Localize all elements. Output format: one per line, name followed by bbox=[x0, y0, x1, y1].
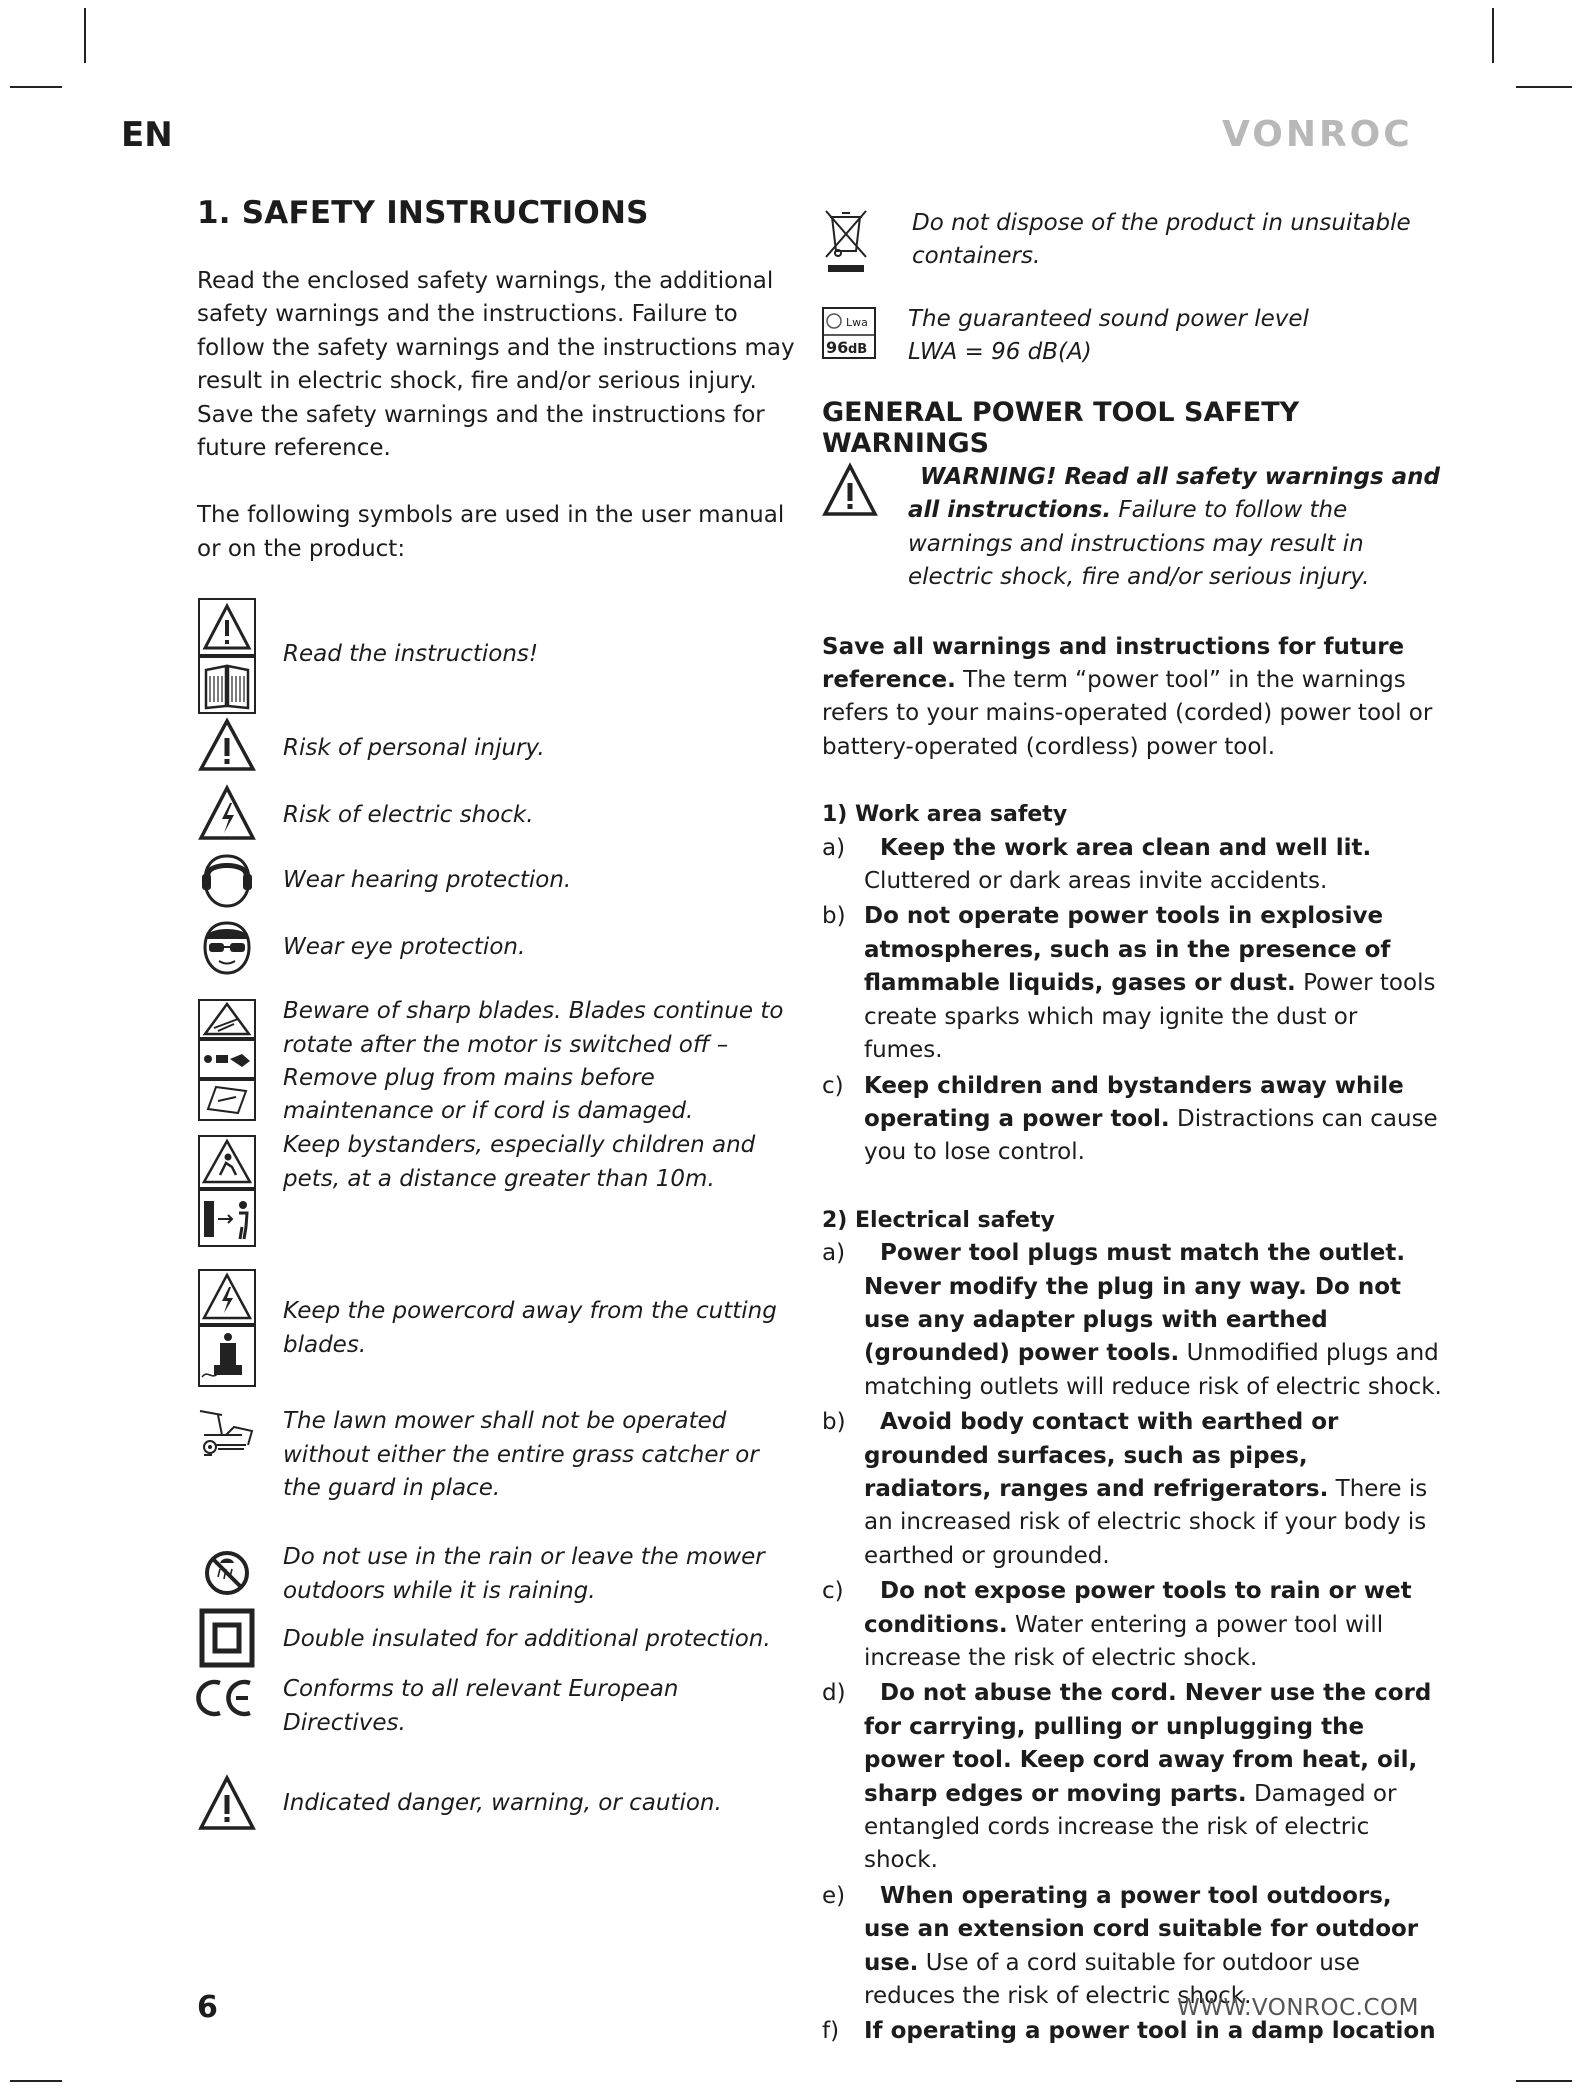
symbols-intro: The following symbols are used in the user manual or on the product: bbox=[197, 502, 785, 562]
sound-text bbox=[908, 303, 1309, 370]
svg-text:VONROC: VONROC bbox=[1222, 114, 1413, 155]
warning-triangle-icon bbox=[822, 461, 882, 523]
item-rest: Power tools create sparks which may ignite the dust or fumes. bbox=[864, 970, 1436, 1064]
item-rest: Unmodified plugs and matching outlets will reduce risk of electric shock. bbox=[864, 1340, 1442, 1400]
save-bold: Save all warnings and instructions for future reference. bbox=[822, 633, 1405, 694]
no-rain-icon bbox=[197, 1539, 257, 1597]
symbol-row bbox=[197, 1775, 797, 1843]
ear-protection-icon bbox=[197, 852, 257, 910]
item-label: a) bbox=[822, 834, 846, 861]
symbol-text: Beware of sharp blades. Blades continue to rotate after the motor is switched off – Remove plug from mains before maintenance or if cord is damaged. bbox=[283, 998, 784, 1125]
symbol-row bbox=[197, 1269, 797, 1405]
list-item bbox=[822, 1575, 1442, 1675]
svg-text:dB: dB bbox=[848, 342, 868, 357]
save-rest: The term “power tool” in the warnings refers to your mains-operated (corded) power tool or battery-operated (cordless) power tool. bbox=[822, 667, 1433, 760]
crop-mark bbox=[10, 86, 62, 88]
item-bold: If operating a power tool in a damp location bbox=[864, 2018, 1436, 2045]
symbol-text: Do not use in the rain or leave the mower outdoors while it is raining. bbox=[283, 1544, 765, 1604]
electrical-safety-heading: 2) Electrical safety bbox=[822, 1207, 1055, 1233]
symbol-text: Wear hearing protection. bbox=[283, 867, 572, 894]
item-label: c) bbox=[822, 1578, 844, 1605]
symbol-row bbox=[197, 1405, 797, 1539]
powercord-blades-icon bbox=[197, 1269, 257, 1387]
symbol-text: Double insulated for additional protection. bbox=[283, 1626, 771, 1653]
symbol-text: Indicated danger, warning, or caution. bbox=[283, 1790, 722, 1817]
symbol-text: Wear eye protection. bbox=[283, 934, 526, 961]
crop-mark bbox=[1492, 8, 1494, 63]
danger-triangle-icon bbox=[197, 1775, 257, 1831]
language-code: EN bbox=[121, 115, 173, 155]
sharp-blades-icon bbox=[197, 999, 257, 1121]
symbol-text: Keep the powercord away from the cutting blades. bbox=[283, 1298, 777, 1358]
item-bold: When operating a power tool outdoors, use an extension cord suitable for outdoor use. bbox=[864, 1882, 1419, 1976]
item-label: d) bbox=[822, 1680, 846, 1707]
eye-protection-icon bbox=[197, 919, 257, 977]
website-url[interactable]: WWW.VONROC.COM bbox=[1177, 1995, 1419, 2021]
symbol-row bbox=[197, 852, 797, 919]
svg-text:96: 96 bbox=[826, 338, 849, 357]
item-bold: Do not operate power tools in explosive atmospheres, such as in the presence of flammable liquids, gases or dust. bbox=[864, 903, 1391, 997]
right-column bbox=[822, 195, 1442, 2049]
sound-symbol-row bbox=[822, 307, 1442, 387]
item-bold: Avoid body contact with earthed or grounded surfaces, such as pipes, radiators, ranges and refrigerators. bbox=[864, 1409, 1339, 1502]
warning-triangle-icon bbox=[197, 718, 257, 772]
brand-logo bbox=[1222, 112, 1413, 155]
item-rest: Distractions can cause you to lose control. bbox=[864, 1105, 1438, 1166]
item-rest: Damaged or entangled cords increase the risk of electric shock. bbox=[864, 1780, 1397, 1874]
item-label: e) bbox=[822, 1882, 846, 1909]
list-item bbox=[822, 1677, 1442, 1877]
list-item bbox=[822, 1070, 1442, 1170]
item-bold: Keep children and bystanders away while operating a power tool. bbox=[864, 1072, 1404, 1132]
crop-mark bbox=[10, 2080, 62, 2082]
item-label: c) bbox=[822, 1072, 844, 1099]
item-rest: Use of a cord suitable for outdoor use reduces the risk of electric shock. bbox=[864, 1949, 1360, 2010]
intro-paragraph: Read the enclosed safety warnings, the additional safety warnings and the instructions. Failure to follow the safety warnings and the instructions may result in electric shock, fire and/or serious injury. Save the safety warnings and the instructions for future reference. bbox=[197, 268, 795, 462]
svg-text:Lwa: Lwa bbox=[846, 316, 868, 329]
symbol-row bbox=[197, 999, 797, 1135]
item-rest: Cluttered or dark areas invite accidents. bbox=[864, 868, 1328, 895]
electric-shock-icon bbox=[197, 785, 257, 841]
item-label: f) bbox=[822, 2018, 840, 2045]
warning-block bbox=[822, 461, 1442, 595]
crossed-bin-icon bbox=[822, 207, 882, 277]
crop-mark bbox=[1516, 86, 1572, 88]
symbol-row bbox=[197, 718, 797, 785]
crop-mark bbox=[84, 8, 86, 63]
sound-text-line-1: The guaranteed sound power level bbox=[908, 306, 1309, 332]
symbol-row bbox=[197, 785, 797, 852]
item-label: a) bbox=[822, 1240, 846, 1267]
symbol-row bbox=[197, 919, 797, 999]
disposal-text: Do not dispose of the product in unsuitable containers. bbox=[912, 210, 1411, 270]
symbol-text: The lawn mower shall not be operated without either the entire grass catcher or the guard in place. bbox=[283, 1408, 759, 1502]
item-label: b) bbox=[822, 903, 846, 930]
ce-mark-icon bbox=[197, 1675, 257, 1721]
symbol-list bbox=[197, 598, 797, 1843]
warning-bold: WARNING! Read all safety warnings and all instructions. bbox=[908, 464, 1441, 524]
grass-catcher-icon bbox=[197, 1405, 257, 1469]
section-title: 1. SAFETY INSTRUCTIONS bbox=[197, 195, 649, 231]
save-warnings-paragraph bbox=[822, 631, 1442, 765]
warning-rest: Failure to follow the warnings and instructions may result in electric shock, fire and/or serious injury. bbox=[908, 497, 1370, 591]
item-label: b) bbox=[822, 1409, 846, 1436]
item-bold: Do not expose power tools to rain or wet conditions. bbox=[864, 1578, 1412, 1638]
symbol-text: Risk of electric shock. bbox=[283, 802, 534, 829]
disposal-symbol-row bbox=[822, 207, 1442, 307]
crop-mark bbox=[1516, 2080, 1572, 2082]
symbol-row bbox=[197, 1675, 797, 1775]
item-bold: Keep the work area clean and well lit. bbox=[880, 834, 1372, 861]
item-bold: Do not abuse the cord. Never use the cord for carrying, pulling or unplugging the power tool. Keep cord away from heat, oil, sharp edges or moving parts. bbox=[864, 1680, 1432, 1807]
item-bold: Power tool plugs must match the outlet. Never modify the plug in any way. Do not use any adapter plugs with earthed (grounded) power tools. bbox=[864, 1240, 1406, 1367]
symbol-row bbox=[197, 598, 797, 716]
keep-bystanders-icon bbox=[197, 1135, 257, 1247]
item-rest: Water entering a power tool will increase the risk of electric shock. bbox=[864, 1611, 1384, 1671]
left-column bbox=[197, 195, 797, 1843]
sound-power-icon bbox=[822, 307, 882, 363]
general-warnings-title: GENERAL POWER TOOL SAFETY WARNINGS bbox=[822, 397, 1300, 459]
list-item bbox=[822, 1880, 1442, 2014]
symbol-row bbox=[197, 1132, 797, 1269]
read-manual-icon bbox=[197, 598, 257, 714]
page-number: 6 bbox=[197, 1990, 218, 2025]
list-item bbox=[822, 1406, 1442, 1573]
item-rest: There is an increased risk of electric shock if your body is earthed or grounded. bbox=[864, 1475, 1428, 1569]
work-area-heading: 1) Work area safety bbox=[822, 802, 1068, 828]
list-item bbox=[822, 832, 1442, 899]
list-item bbox=[822, 900, 1442, 1067]
symbol-text: Read the instructions! bbox=[283, 641, 539, 668]
symbol-text: Risk of personal injury. bbox=[283, 735, 545, 762]
double-insulated-icon bbox=[197, 1607, 257, 1669]
symbol-text: Keep bystanders, especially children and pets, at a distance greater than 10m. bbox=[283, 1132, 756, 1192]
sound-text-line-2: LWA = 96 dB(A) bbox=[908, 339, 1092, 366]
warning-text bbox=[908, 461, 1442, 595]
symbol-row bbox=[197, 1607, 797, 1675]
symbol-text: Conforms to all relevant European Directives. bbox=[283, 1676, 679, 1736]
list-item bbox=[822, 1237, 1442, 1404]
symbol-row bbox=[197, 1539, 797, 1607]
